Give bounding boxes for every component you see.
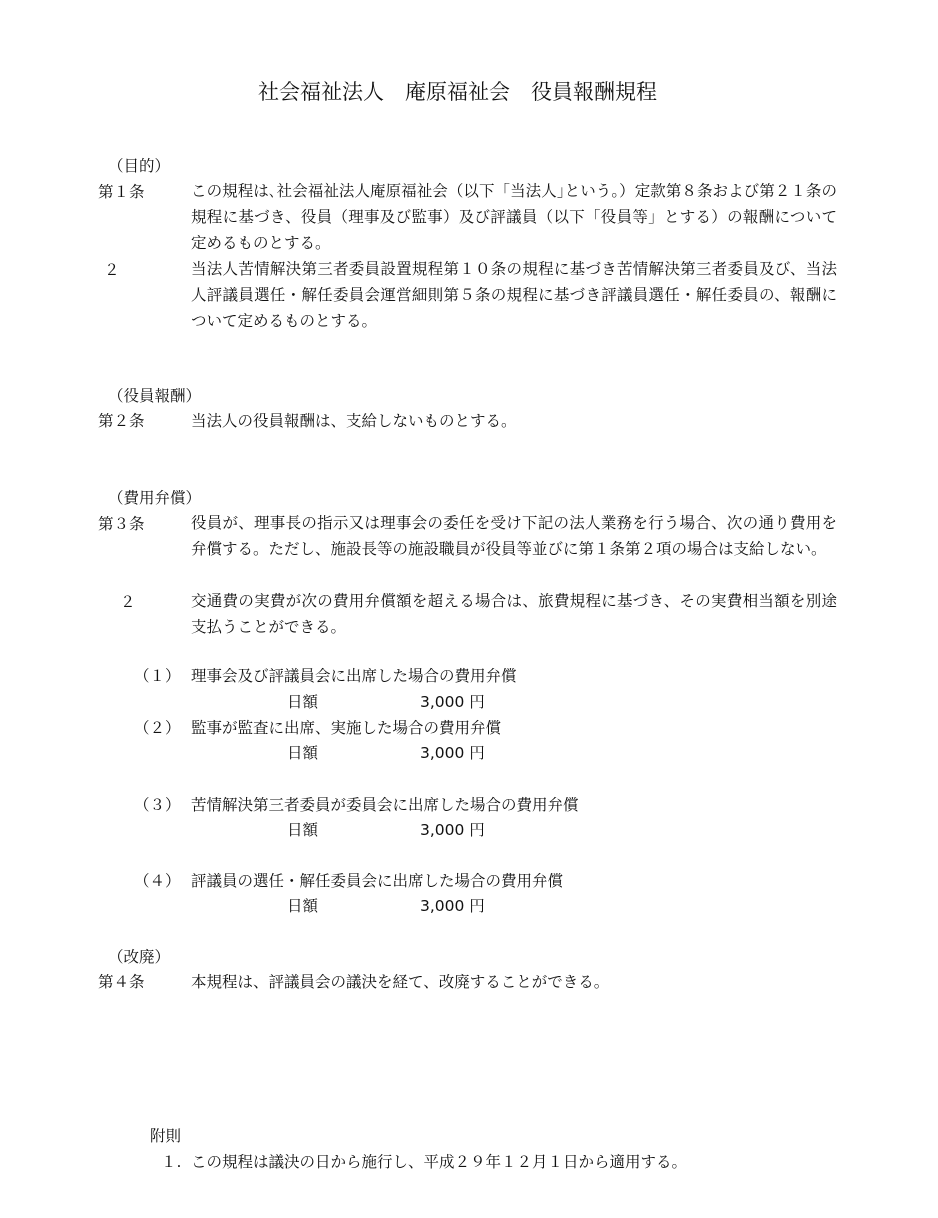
expense-item-text: 評議員の選任・解任委員会に出席した場合の費用弁償 [191, 872, 564, 890]
expense-item-number: （３） [134, 796, 181, 814]
article-1-label: 第１条 [98, 183, 145, 201]
expense-item-text: 監事が監査に出席、実施した場合の費用弁償 [191, 719, 502, 737]
article-3-text: 役員が、理事長の指示又は理事会の委任を受け下記の法人業務を行う場合、次の通り費用を弁償する。ただし、施設長等の施設職員が役員等並びに第１条第２項の場合は支給しない。 [191, 514, 837, 558]
expense-item-text: 苦情解決第三者委員が委員会に出席した場合の費用弁償 [191, 796, 579, 814]
article-1-heading: （目的） [108, 157, 171, 175]
article-4-text: 本規程は、評議員会の議決を経て、改廃することができる。 [191, 973, 610, 991]
expense-item-text: 理事会及び評議員会に出席した場合の費用弁償 [191, 667, 517, 685]
article-1-paragraph-2-label: ２ [104, 261, 120, 279]
article-4-heading: （改廃） [108, 948, 171, 966]
article-4-label: 第４条 [98, 973, 145, 991]
expense-item-amount: 3,000 円 [420, 744, 485, 762]
expense-item-amount-label: 日額 [287, 821, 319, 839]
expense-item-number: （４） [134, 872, 181, 890]
supplementary-item-text: この規程は議決の日から施行し、平成２９年１２月１日から適用する。 [191, 1153, 688, 1171]
article-3-heading: （費用弁償） [108, 489, 202, 507]
expense-item-amount: 3,000 円 [420, 693, 485, 711]
article-3-label: 第３条 [98, 515, 145, 533]
supplementary-item-number: １. [161, 1153, 182, 1171]
document-title: 社会福祉法人 庵原福祉会 役員報酬規程 [258, 80, 657, 104]
expense-item-number: （２） [134, 719, 181, 737]
expense-item-amount-label: 日額 [287, 897, 319, 915]
article-1-paragraph-2-text: 当法人苦情解決第三者委員設置規程第１０条の規程に基づき苦情解決第三者委員及び、当法人評議員選任・解任委員会運営細則第５条の規程に基づき評議員選任・解任委員の、報酬について定めるものとする。 [191, 260, 837, 330]
expense-item-amount-label: 日額 [287, 744, 319, 762]
expense-item-amount: 3,000 円 [420, 897, 485, 915]
article-3-paragraph-2-text: 交通費の実費が次の費用弁償額を超える場合は、旅費規程に基づき、その実費相当額を別途支払うことができる。 [191, 592, 837, 636]
article-3-paragraph-2-label: ２ [120, 593, 136, 611]
article-2-text: 当法人の役員報酬は、支給しないものとする。 [191, 412, 517, 430]
article-2-label: 第２条 [98, 412, 145, 430]
expense-item-amount-label: 日額 [287, 693, 319, 711]
expense-item-amount: 3,000 円 [420, 821, 485, 839]
article-2-heading: （役員報酬） [108, 387, 202, 405]
article-1-text: この規程は､社会福祉法人庵原福祉会（以下「当法人｣という。）定款第８条および第２１条の規程に基づき、役員（理事及び監事）及び評議員（以下「役員等」とする）の報酬について定めるものとする。 [191, 182, 837, 252]
supplementary-heading: 附則 [150, 1127, 182, 1145]
expense-item-number: （１） [134, 667, 181, 685]
